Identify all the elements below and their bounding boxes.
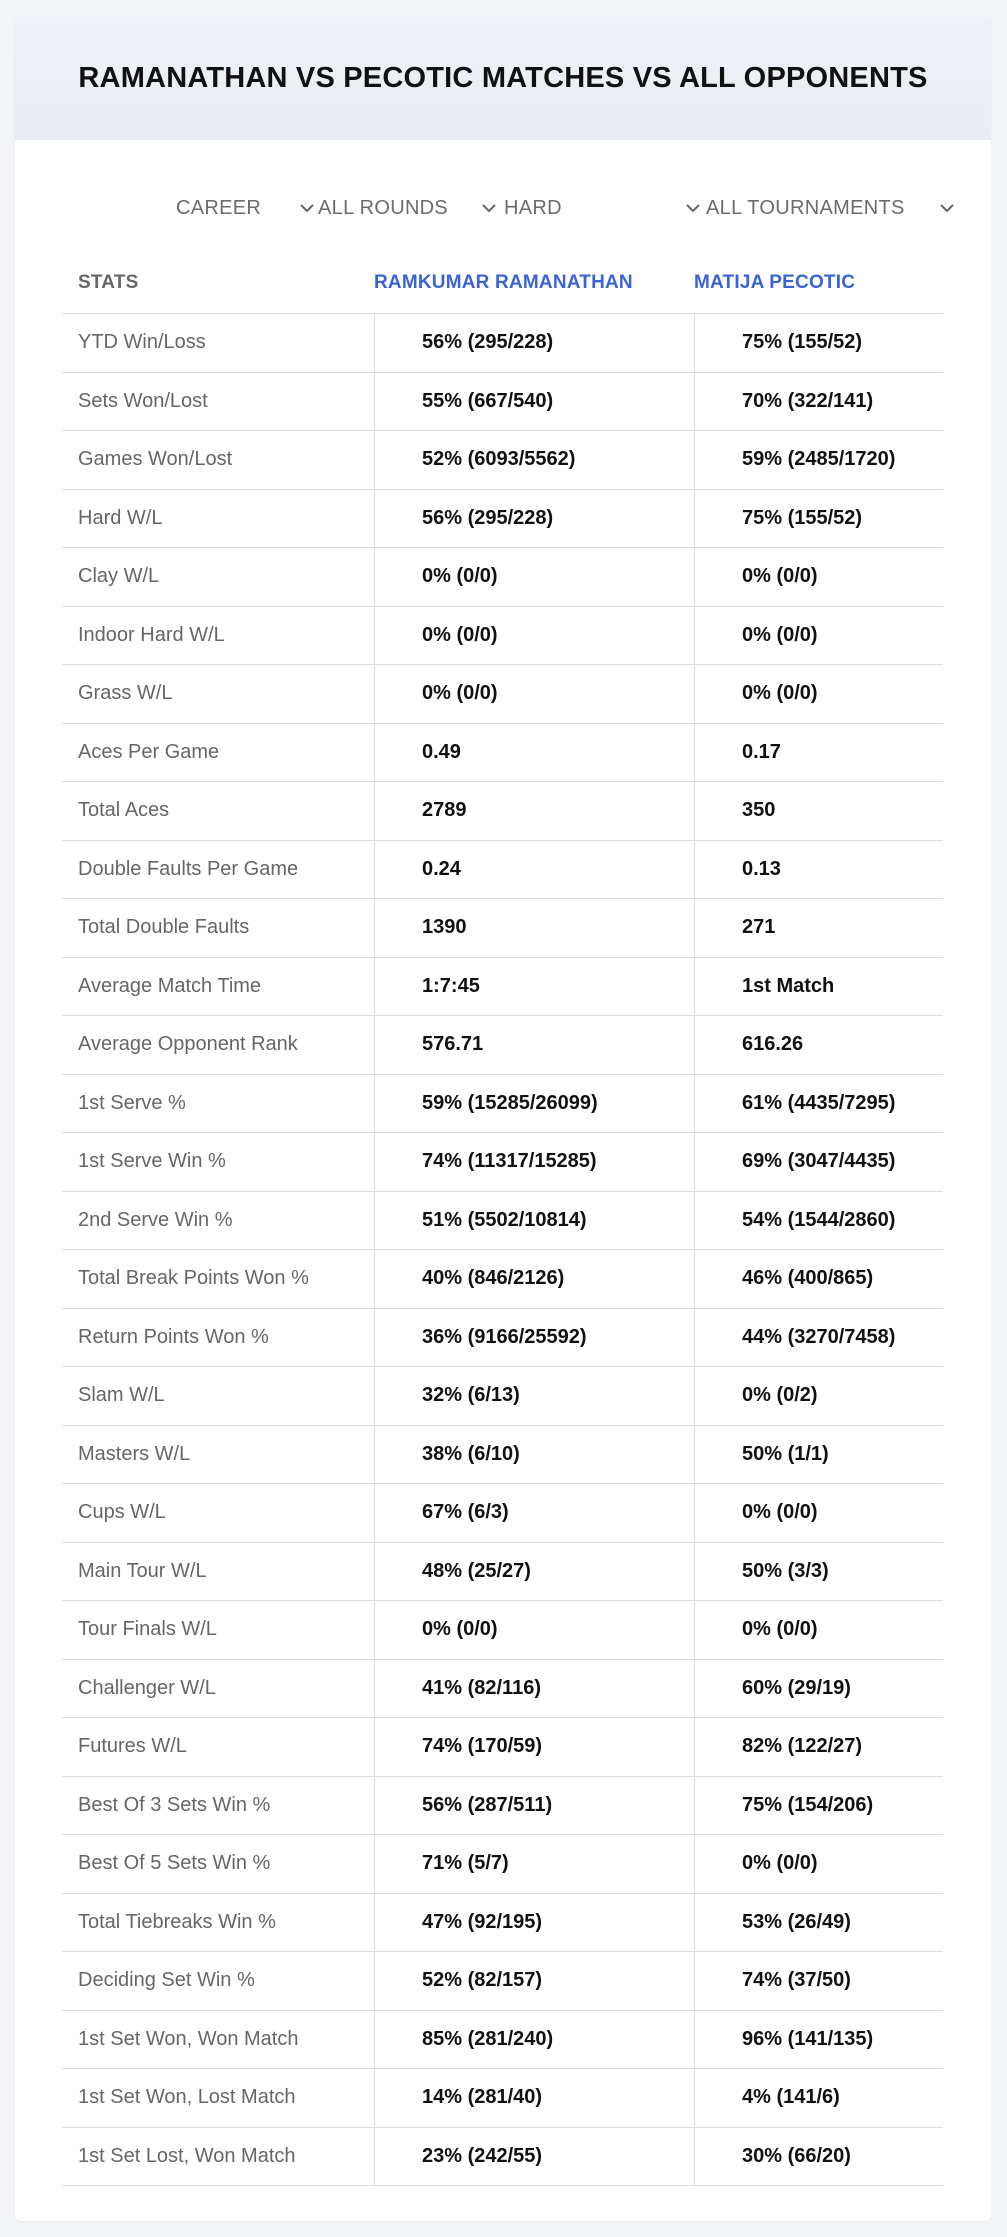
- column-divider: [374, 1250, 375, 1308]
- table-row: [62, 1075, 943, 1134]
- stat-name: Grass W/L: [78, 682, 173, 705]
- column-divider: [374, 314, 375, 372]
- chevron-down-icon: [938, 199, 956, 217]
- stat-name: 1st Set Won, Won Match: [78, 2027, 299, 2050]
- player1-stat-value: 40% (846/2126): [422, 1267, 565, 1290]
- table-row: [62, 1250, 943, 1309]
- player2-stat-value: 74% (37/50): [742, 1969, 851, 1992]
- table-body: [62, 314, 943, 2186]
- column-divider: [694, 607, 695, 665]
- table-row: [62, 2069, 943, 2128]
- column-divider: [374, 607, 375, 665]
- player2-stat-value: 50% (1/1): [742, 1442, 829, 1465]
- table-row: [62, 1133, 943, 1192]
- table-row: [62, 1952, 943, 2011]
- player1-stat-value: 0% (0/0): [422, 682, 498, 705]
- stat-name: Hard W/L: [78, 506, 163, 529]
- table-header: [62, 253, 943, 314]
- column-divider: [694, 1016, 695, 1074]
- column-divider: [694, 2011, 695, 2069]
- player2-stat-value: 271: [742, 916, 776, 939]
- column-divider: [374, 958, 375, 1016]
- player1-stat-value: 576.71: [422, 1033, 484, 1056]
- stats-column-header: STATS: [78, 272, 139, 293]
- player2-stat-value: 44% (3270/7458): [742, 1325, 896, 1348]
- player2-stat-value: 350: [742, 799, 776, 822]
- stat-name: Average Match Time: [78, 974, 262, 997]
- stat-name: 1st Serve Win %: [78, 1150, 226, 1173]
- player1-stat-value: 56% (295/228): [422, 331, 554, 354]
- rounds-filter-label: ALL ROUNDS: [318, 196, 449, 219]
- column-divider: [694, 2128, 695, 2186]
- tournaments-filter-label: ALL TOURNAMENTS: [706, 196, 905, 219]
- column-divider: [694, 1835, 695, 1893]
- player1-stat-value: 2789: [422, 799, 467, 822]
- player2-stat-value: 46% (400/865): [742, 1267, 874, 1290]
- column-divider: [374, 1894, 375, 1952]
- stat-name: Games Won/Lost: [78, 448, 233, 471]
- player2-stat-value: 0% (0/0): [742, 623, 818, 646]
- stat-name: 1st Serve %: [78, 1091, 186, 1114]
- stat-name: Total Double Faults: [78, 916, 250, 939]
- table-row: [62, 1309, 943, 1368]
- table-row: [62, 2011, 943, 2070]
- player1-stat-value: 52% (6093/5562): [422, 448, 576, 471]
- player2-stat-value: 50% (3/3): [742, 1559, 829, 1582]
- stat-name: Total Break Points Won %: [78, 1267, 309, 1290]
- player2-stat-value: 0.13: [742, 857, 781, 880]
- chevron-down-icon: [480, 199, 498, 217]
- column-divider: [694, 1426, 695, 1484]
- player1-stat-value: 1:7:45: [422, 974, 480, 997]
- table-row: [62, 1426, 943, 1485]
- column-divider: [694, 1543, 695, 1601]
- tournaments-filter-dropdown[interactable]: [706, 188, 956, 228]
- player2-stat-value: 54% (1544/2860): [742, 1208, 896, 1231]
- column-divider: [374, 1192, 375, 1250]
- player1-stat-value: 1390: [422, 916, 467, 939]
- player2-stat-value: 0% (0/0): [742, 1852, 818, 1875]
- stat-name: Indoor Hard W/L: [78, 623, 225, 646]
- career-filter-label: CAREER: [176, 196, 262, 219]
- column-divider: [694, 1367, 695, 1425]
- table-row: [62, 958, 943, 1017]
- column-divider: [374, 782, 375, 840]
- player1-stat-value: 74% (170/59): [422, 1735, 543, 1758]
- column-divider: [694, 841, 695, 899]
- player1-stat-value: 0% (0/0): [422, 565, 498, 588]
- table-row: [62, 1835, 943, 1894]
- stat-name: Challenger W/L: [78, 1676, 216, 1699]
- column-divider: [694, 314, 695, 372]
- player2-column-header[interactable]: MATIJA PECOTIC: [694, 272, 856, 293]
- player2-stat-value: 0% (0/0): [742, 565, 818, 588]
- column-divider: [694, 1660, 695, 1718]
- table-row: [62, 1484, 943, 1543]
- table-row: [62, 2128, 943, 2187]
- column-divider: [694, 1309, 695, 1367]
- player1-stat-value: 55% (667/540): [422, 389, 554, 412]
- stat-name: Best Of 5 Sets Win %: [78, 1852, 271, 1875]
- column-divider: [694, 899, 695, 957]
- stat-name: Slam W/L: [78, 1384, 165, 1407]
- player2-stat-value: 30% (66/20): [742, 2144, 851, 2167]
- table-row: [62, 1601, 943, 1660]
- table-row: [62, 607, 943, 666]
- column-divider: [374, 1016, 375, 1074]
- filter-bar: [15, 188, 991, 228]
- player2-stat-value: 61% (4435/7295): [742, 1091, 896, 1114]
- player1-stat-value: 38% (6/10): [422, 1442, 520, 1465]
- player1-stat-value: 41% (82/116): [422, 1676, 541, 1699]
- player1-stat-value: 23% (242/55): [422, 2144, 543, 2167]
- player1-stat-value: 74% (11317/15285): [422, 1150, 597, 1173]
- column-divider: [694, 958, 695, 1016]
- player2-stat-value: 1st Match: [742, 974, 835, 997]
- column-divider: [694, 490, 695, 548]
- column-divider: [694, 548, 695, 606]
- table-row: [62, 1660, 943, 1719]
- stat-name: Sets Won/Lost: [78, 389, 208, 412]
- player1-stat-value: 59% (15285/26099): [422, 1091, 598, 1114]
- stat-name: Best Of 3 Sets Win %: [78, 1793, 271, 1816]
- column-divider: [694, 724, 695, 782]
- table-row: [62, 724, 943, 783]
- player1-stat-value: 0% (0/0): [422, 623, 498, 646]
- column-divider: [694, 1952, 695, 2010]
- column-divider: [694, 665, 695, 723]
- column-divider: [374, 899, 375, 957]
- table-row: [62, 899, 943, 958]
- player1-stat-value: 0.24: [422, 857, 461, 880]
- table-row: [62, 1718, 943, 1777]
- table-row: [62, 1543, 943, 1602]
- player2-stat-value: 75% (154/206): [742, 1793, 874, 1816]
- table-row: [62, 373, 943, 432]
- player1-stat-value: 85% (281/240): [422, 2027, 554, 2050]
- column-divider: [374, 373, 375, 431]
- page-header: [15, 16, 991, 140]
- player1-stat-value: 56% (295/228): [422, 506, 554, 529]
- table-row: [62, 314, 943, 373]
- player1-stat-value: 51% (5502/10814): [422, 1208, 587, 1231]
- table-row: [62, 841, 943, 900]
- player2-stat-value: 60% (29/19): [742, 1676, 851, 1699]
- column-divider: [374, 1309, 375, 1367]
- column-divider: [374, 1426, 375, 1484]
- player1-stat-value: 71% (5/7): [422, 1852, 509, 1875]
- player2-stat-value: 4% (141/6): [742, 2086, 840, 2109]
- player2-stat-value: 0% (0/0): [742, 682, 818, 705]
- stat-name: Aces Per Game: [78, 740, 220, 763]
- page-title: RAMANATHAN VS PECOTIC MATCHES VS ALL OPPONENTS: [78, 61, 928, 94]
- column-divider: [374, 1367, 375, 1425]
- player1-stat-value: 56% (287/511): [422, 1793, 553, 1816]
- column-divider: [374, 1075, 375, 1133]
- column-divider: [374, 1660, 375, 1718]
- rounds-filter-dropdown[interactable]: [318, 188, 498, 228]
- stats-card: [15, 16, 991, 2221]
- stat-name: 2nd Serve Win %: [78, 1208, 233, 1231]
- column-divider: [694, 1192, 695, 1250]
- column-divider: [694, 1601, 695, 1659]
- player2-stat-value: 69% (3047/4435): [742, 1150, 896, 1173]
- player2-stat-value: 59% (2485/1720): [742, 448, 896, 471]
- player1-stat-value: 36% (9166/25592): [422, 1325, 587, 1348]
- column-divider: [374, 724, 375, 782]
- chevron-down-icon: [684, 199, 702, 217]
- surface-filter-label: HARD: [504, 196, 562, 219]
- column-divider: [694, 1075, 695, 1133]
- table-row: [62, 1894, 943, 1953]
- surface-filter-dropdown[interactable]: [504, 188, 702, 228]
- player2-stat-value: 0% (0/0): [742, 1501, 818, 1524]
- player1-column-header[interactable]: RAMKUMAR RAMANATHAN: [374, 272, 633, 293]
- column-divider: [374, 2128, 375, 2186]
- stat-name: Clay W/L: [78, 565, 160, 588]
- player2-stat-value: 82% (122/27): [742, 1735, 863, 1758]
- career-filter-dropdown[interactable]: [176, 188, 316, 228]
- column-divider: [374, 841, 375, 899]
- player2-stat-value: 616.26: [742, 1033, 804, 1056]
- column-divider: [694, 1894, 695, 1952]
- table-row: [62, 431, 943, 490]
- table-row: [62, 782, 943, 841]
- table-row: [62, 1192, 943, 1251]
- stat-name: Total Aces: [78, 799, 170, 822]
- column-divider: [374, 490, 375, 548]
- column-divider: [374, 2069, 375, 2127]
- player1-stat-value: 47% (92/195): [422, 1910, 543, 1933]
- player1-stat-value: 67% (6/3): [422, 1501, 509, 1524]
- column-divider: [374, 665, 375, 723]
- column-divider: [374, 1718, 375, 1776]
- column-divider: [694, 1718, 695, 1776]
- table-row: [62, 1777, 943, 1836]
- stat-name: Masters W/L: [78, 1442, 191, 1465]
- stat-name: Double Faults Per Game: [78, 857, 299, 880]
- stat-name: Tour Finals W/L: [78, 1618, 217, 1641]
- column-divider: [694, 1250, 695, 1308]
- column-divider: [374, 1543, 375, 1601]
- column-divider: [694, 431, 695, 489]
- player1-stat-value: 0.49: [422, 740, 461, 763]
- column-divider: [694, 1484, 695, 1542]
- column-divider: [374, 1601, 375, 1659]
- stat-name: Deciding Set Win %: [78, 1969, 255, 1992]
- stat-name: Main Tour W/L: [78, 1559, 207, 1582]
- column-divider: [374, 2011, 375, 2069]
- player1-stat-value: 14% (281/40): [422, 2086, 543, 2109]
- stats-table: [62, 253, 943, 2186]
- column-divider: [694, 1133, 695, 1191]
- stat-name: 1st Set Won, Lost Match: [78, 2086, 296, 2109]
- stat-name: Total Tiebreaks Win %: [78, 1910, 276, 1933]
- stat-name: Return Points Won %: [78, 1325, 269, 1348]
- player1-stat-value: 48% (25/27): [422, 1559, 531, 1582]
- table-row: [62, 490, 943, 549]
- player1-stat-value: 0% (0/0): [422, 1618, 498, 1641]
- player2-stat-value: 75% (155/52): [742, 331, 863, 354]
- column-divider: [374, 1133, 375, 1191]
- player2-stat-value: 96% (141/135): [742, 2027, 874, 2050]
- table-row: [62, 1367, 943, 1426]
- chevron-down-icon: [298, 199, 316, 217]
- player1-stat-value: 52% (82/157): [422, 1969, 543, 1992]
- column-divider: [694, 1777, 695, 1835]
- column-divider: [374, 1777, 375, 1835]
- table-row: [62, 1016, 943, 1075]
- player2-stat-value: 0.17: [742, 740, 781, 763]
- table-row: [62, 665, 943, 724]
- stat-name: 1st Set Lost, Won Match: [78, 2144, 296, 2167]
- column-divider: [694, 373, 695, 431]
- column-divider: [374, 1835, 375, 1893]
- player2-stat-value: 70% (322/141): [742, 389, 874, 412]
- player1-stat-value: 32% (6/13): [422, 1384, 520, 1407]
- table-row: [62, 548, 943, 607]
- stat-name: Average Opponent Rank: [78, 1033, 298, 1056]
- column-divider: [374, 548, 375, 606]
- stat-name: YTD Win/Loss: [78, 331, 206, 354]
- column-divider: [694, 2069, 695, 2127]
- stat-name: Cups W/L: [78, 1501, 166, 1524]
- stat-name: Futures W/L: [78, 1735, 187, 1758]
- column-divider: [374, 431, 375, 489]
- column-divider: [374, 1484, 375, 1542]
- player2-stat-value: 0% (0/2): [742, 1384, 818, 1407]
- column-divider: [694, 782, 695, 840]
- player2-stat-value: 75% (155/52): [742, 506, 863, 529]
- player2-stat-value: 53% (26/49): [742, 1910, 851, 1933]
- player2-stat-value: 0% (0/0): [742, 1618, 818, 1641]
- column-divider: [374, 1952, 375, 2010]
